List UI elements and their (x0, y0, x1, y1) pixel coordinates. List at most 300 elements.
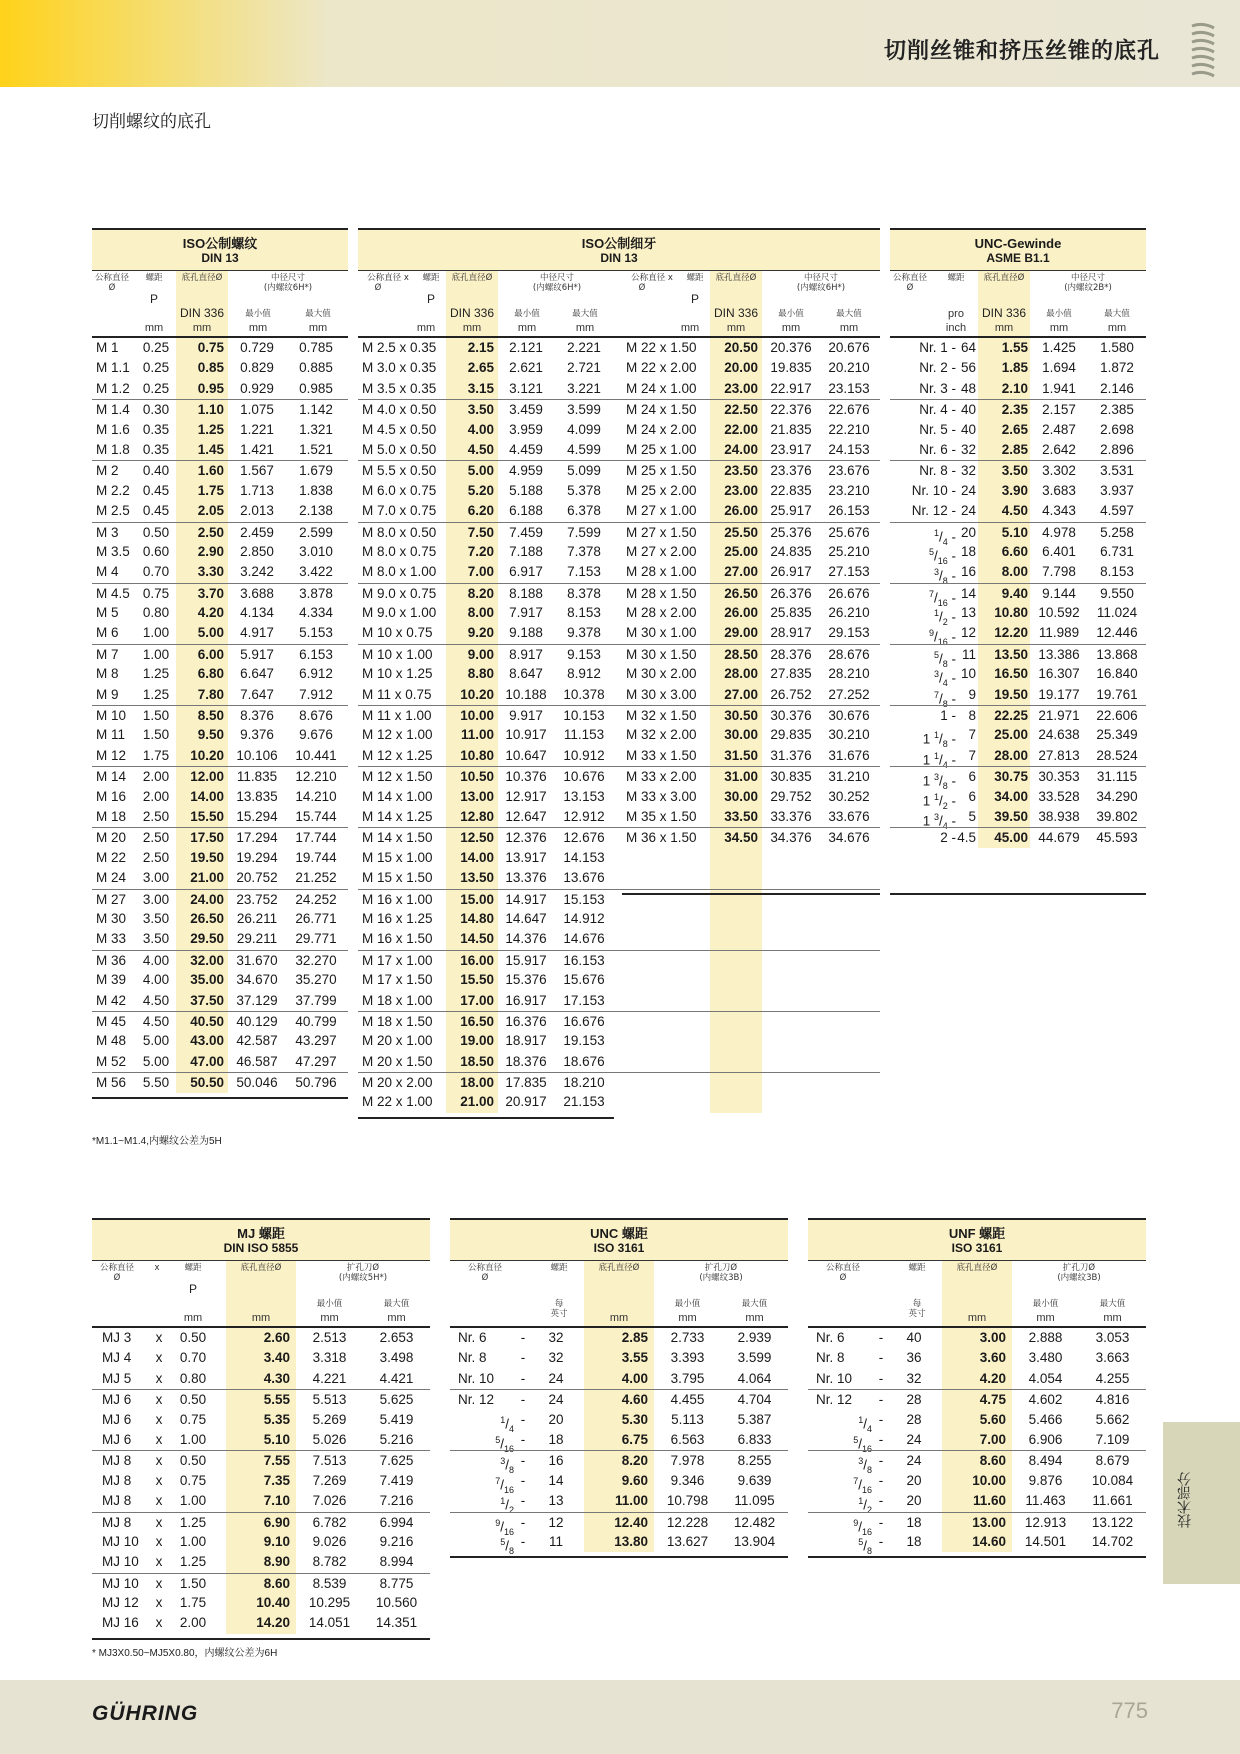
min-value: 19.177 (1038, 686, 1080, 702)
drill-value: 28.50 (724, 646, 758, 662)
thread-size: M 32 x 1.50 (626, 708, 697, 724)
table-row (358, 827, 880, 847)
drill-value: 9.60 (621, 1472, 648, 1488)
min-value: 4.917 (240, 625, 274, 641)
pitch-value: 3.00 (142, 870, 170, 886)
max-value: 1.142 (299, 402, 333, 418)
tpi-value: 48 (960, 380, 976, 396)
pitch-value: 0.50 (142, 524, 170, 540)
thread-size: Nr. 10 (458, 1370, 495, 1386)
max-value: 9.676 (299, 727, 333, 743)
max-value: 43.297 (295, 1033, 337, 1049)
thread-size: $^1/_4$ (500, 1414, 514, 1434)
min-value: 27.813 (1038, 747, 1080, 763)
min-value: 9.346 (670, 1472, 705, 1488)
thread-size: M 3 (96, 524, 119, 540)
drill-value: 0.95 (197, 380, 224, 396)
drill-value: 11.00 (460, 727, 494, 743)
drill-value: 4.00 (467, 421, 494, 437)
drill-value: 13.50 (460, 870, 494, 886)
table-row (92, 868, 348, 888)
thread-size: $^7/_{16}$ (853, 1475, 872, 1495)
thread-size: M 1 (96, 340, 119, 355)
table-body (808, 1328, 1146, 1557)
max-value: 27.153 (828, 564, 870, 580)
pitch-value: 0.35 (142, 441, 170, 457)
drill-value: 27.00 (724, 686, 758, 702)
drill-value: 26.50 (190, 910, 224, 926)
table-row (92, 644, 348, 664)
table-row (808, 1491, 1146, 1516)
thread-size: M 15 x 1.00 (362, 849, 433, 865)
table-row (450, 1532, 788, 1557)
table-subtitle: ASME B1.1 (986, 251, 1050, 265)
thread-size: MJ 10 (102, 1554, 139, 1570)
max-value: 9.639 (737, 1472, 772, 1488)
max-value: 21.153 (563, 1094, 605, 1110)
tpi-value: 12 (548, 1514, 564, 1530)
drill-value: 3.55 (621, 1350, 648, 1366)
table-row (450, 1328, 788, 1348)
min-value: 34.670 (236, 972, 278, 988)
max-value: 8.994 (379, 1554, 414, 1570)
unit-mm: mm (144, 322, 164, 334)
thread-size: M 25 x 2.00 (626, 482, 697, 498)
table-row (450, 1410, 788, 1434)
thread-size: M 1.1 (96, 360, 130, 376)
thread-size: M 12 (96, 747, 127, 763)
min-value: 20.917 (505, 1094, 547, 1110)
column-label: (内螺纹3B) (1057, 1273, 1101, 1283)
drill-value: 5.00 (467, 463, 494, 479)
table-row (358, 379, 880, 399)
column-label: mm (251, 1312, 271, 1324)
drill-value: 1.45 (197, 441, 224, 457)
table-row (92, 889, 348, 909)
drill-value: 7.10 (263, 1493, 290, 1509)
drill-value: 6.60 (1001, 543, 1028, 559)
column-header (358, 270, 880, 338)
thread-size: M 8.0 x 0.50 (362, 524, 437, 540)
tpi-value: 16 (960, 564, 976, 580)
thread-size: MJ 12 (102, 1595, 139, 1611)
column-label: 底孔直径Ø (598, 1263, 640, 1273)
pitch-value: 2.50 (142, 808, 170, 824)
dia-symbol: Ø (906, 283, 914, 293)
max-value: 4.334 (299, 605, 333, 621)
min-value: 0.929 (240, 380, 274, 396)
drill-value: 16.00 (460, 952, 494, 968)
drill-value: 7.35 (263, 1472, 290, 1488)
pitch-value: 1.00 (179, 1431, 207, 1447)
drill-value: 10.20 (190, 747, 224, 763)
thread-size: M 11 (96, 727, 126, 743)
drill-value: 19.50 (190, 849, 224, 865)
drill-value: 23.50 (724, 463, 758, 479)
table-row (890, 522, 1146, 547)
thread-size: M 20 (96, 830, 127, 846)
thread-size: M 12 x 1.25 (362, 747, 433, 763)
thread-size: M 25 x 1.50 (626, 463, 697, 479)
table-row (358, 705, 880, 725)
max-value: 1.521 (299, 441, 333, 457)
pitch-value: 5.00 (142, 1053, 170, 1069)
drill-value: 14.80 (460, 910, 494, 926)
max-value: 3.937 (1100, 482, 1134, 498)
max-value: 26.676 (828, 585, 870, 601)
column-label: 螺距 (184, 1263, 202, 1273)
column-label: 公称直径 (99, 1263, 134, 1273)
thread-size: M 30 x 3.00 (626, 686, 697, 702)
thread-size: Nr. 6 - (919, 441, 956, 457)
max-value: 3.663 (1095, 1350, 1130, 1366)
min-value: 2.621 (509, 360, 543, 376)
drill-value: 34.50 (724, 830, 758, 846)
table-title: MJ 螺距 (237, 1226, 285, 1241)
min-value: 21.971 (1038, 708, 1080, 724)
max-value: 1.838 (299, 482, 333, 498)
pitch-value: 1.25 (142, 666, 170, 682)
table-row (92, 1389, 430, 1409)
thread-size: M 2 (96, 463, 119, 479)
thread-size: M 20 x 2.00 (362, 1075, 433, 1091)
table-row (450, 1450, 788, 1476)
column-label: mm (416, 322, 436, 334)
min-value: 16.307 (1038, 666, 1080, 682)
max-value: 14.912 (563, 910, 605, 926)
drill-value: 11.60 (972, 1493, 1006, 1509)
max-value: 4.599 (567, 441, 601, 457)
min-value: 5.269 (312, 1411, 347, 1427)
min-value: 10.106 (236, 747, 278, 763)
tpi-value: 13 (548, 1493, 564, 1509)
max-value: 7.625 (379, 1453, 414, 1469)
pitch-value: 1.00 (179, 1533, 207, 1549)
drill-value: 22.50 (724, 402, 758, 418)
column-label: 螺距 (686, 273, 704, 283)
thread-size: MJ 6 (102, 1411, 132, 1427)
thread-size: M 16 x 1.25 (362, 910, 433, 926)
min-value: 8.917 (509, 646, 543, 662)
table-header (450, 1218, 788, 1260)
max-value: 8.912 (567, 666, 601, 682)
times-sign: x (155, 1533, 163, 1549)
min-value: 4.134 (240, 605, 274, 621)
max-value: 16.153 (563, 952, 605, 968)
max-value: 2.138 (299, 503, 333, 519)
min-value: 6.563 (670, 1431, 705, 1447)
max-value: 12.676 (563, 830, 605, 846)
drill-value: 2.60 (263, 1330, 290, 1345)
drill-value: 32.00 (190, 952, 224, 968)
max-value: 2.939 (737, 1330, 772, 1345)
table-row (890, 705, 1146, 725)
thread-size: $^1/_4$ - (933, 527, 956, 547)
drill-value: 9.00 (467, 646, 494, 662)
max-value: 19.761 (1096, 686, 1138, 702)
min-value: 7.026 (312, 1493, 347, 1509)
max-value: 5.153 (299, 625, 333, 641)
thread-size: M 4.0 x 0.50 (362, 402, 437, 418)
min-value: 15.376 (505, 972, 547, 988)
min-value: 33.528 (1038, 788, 1080, 804)
pitch-value: 2.50 (142, 849, 170, 865)
table-row (890, 399, 1146, 419)
table-row (358, 970, 880, 990)
dash: - (520, 1453, 526, 1469)
drill-value: 5.60 (979, 1411, 1006, 1427)
pitch-value: 0.70 (179, 1350, 207, 1366)
max-value: 5.099 (567, 463, 601, 479)
drill-value: 10.00 (972, 1472, 1006, 1488)
max-value: 1.580 (1100, 340, 1134, 355)
drill-value: 2.05 (197, 503, 224, 519)
min-value: 4.455 (670, 1392, 705, 1408)
column-label: mm (1103, 1312, 1122, 1324)
drill-value: 31.50 (724, 747, 758, 763)
times-sign: x (154, 1263, 160, 1273)
pitch-value: 0.60 (142, 543, 170, 559)
max-value: 4.255 (1095, 1370, 1130, 1386)
times-sign: x (155, 1330, 163, 1345)
thread-size: M 30 (96, 910, 127, 926)
table-row (92, 583, 348, 603)
tpi-value: 20 (906, 1472, 922, 1488)
min-value: 30.835 (770, 769, 812, 785)
tpi-value: 36 (906, 1350, 922, 1366)
table-row (92, 848, 348, 868)
max-value: 14.351 (375, 1615, 418, 1631)
pitch-value: 3.00 (142, 891, 170, 907)
table-row (358, 664, 880, 684)
min-value: 20.376 (770, 340, 812, 355)
thread-size: M 9.0 x 1.00 (362, 605, 437, 621)
min-value: 2.157 (1042, 402, 1076, 418)
drill-value: 39.50 (994, 808, 1028, 824)
tpi-value: 24 (906, 1431, 922, 1447)
pitch-value: 3.50 (142, 910, 170, 926)
thread-size: M 22 (96, 849, 127, 865)
column-label: 底孔直径Ø (956, 1263, 998, 1273)
pitch-value: 1.50 (179, 1575, 207, 1591)
side-tab[interactable] (1163, 1422, 1240, 1584)
guhring-logo: GÜHRING (92, 1702, 199, 1725)
column-label: Ø (374, 283, 382, 293)
table-subtitle: ISO 3161 (951, 1241, 1003, 1255)
drill-value: 50.50 (190, 1075, 224, 1091)
drill-value: 15.50 (460, 972, 494, 988)
thread-size: $^7/_{16}$ - (928, 588, 956, 608)
thread-size: M 24 (96, 870, 127, 886)
col-max: 最大值 (1104, 309, 1130, 319)
drill-value: 4.75 (979, 1392, 1006, 1408)
max-value: 29.153 (828, 625, 870, 641)
max-value: 47.297 (295, 1053, 337, 1069)
max-value: 37.799 (295, 992, 337, 1008)
max-value: 31.210 (828, 769, 870, 785)
tpi-value: 32 (548, 1330, 564, 1345)
drill-value: 34.00 (994, 788, 1028, 804)
column-label: 公称直径 (467, 1263, 502, 1273)
table-row (92, 787, 348, 807)
table-row (92, 1573, 430, 1593)
pitch-value: 0.80 (179, 1370, 207, 1386)
max-value: 3.422 (299, 564, 333, 580)
table-row (358, 1031, 880, 1051)
min-value: 1.221 (240, 421, 274, 437)
times-sign: x (155, 1453, 163, 1469)
min-value: 14.501 (1024, 1533, 1067, 1549)
min-value: 25.835 (770, 605, 812, 621)
min-value: 5.917 (240, 646, 274, 662)
min-value: 1.713 (240, 482, 274, 498)
drill-value: 18.00 (460, 1075, 494, 1091)
tpi-value: 32 (906, 1370, 922, 1386)
thread-size: M 36 x 1.50 (626, 830, 697, 846)
min-value: 31.376 (770, 747, 812, 763)
thread-size: $^7/_8$ - (933, 689, 956, 709)
drill-value: 14.00 (460, 849, 494, 865)
tpi-value: 20 (906, 1493, 922, 1509)
max-value: 2.721 (567, 360, 601, 376)
column-label: 螺距 (908, 1263, 926, 1273)
tpi-value: 40 (906, 1330, 922, 1345)
drill-value: 25.00 (724, 543, 758, 559)
max-value: 7.912 (299, 686, 333, 702)
thread-size: M 33 x 1.50 (626, 747, 697, 763)
drill-value: 17.50 (190, 830, 224, 846)
thread-size: M 12 x 1.50 (362, 769, 433, 785)
min-value: 12.376 (505, 830, 547, 846)
thread-size: M 48 (96, 1033, 127, 1049)
table-end-rule (890, 893, 1146, 895)
max-value: 4.816 (1095, 1392, 1130, 1408)
min-value: 10.188 (505, 686, 547, 702)
column-label: 公称直径 x (631, 273, 673, 283)
thread-size: M 10 x 0.75 (362, 625, 433, 641)
drill-value: 8.00 (1001, 564, 1028, 580)
dash: - (878, 1330, 884, 1345)
thread-size: MJ 8 (102, 1514, 132, 1530)
table-header (890, 228, 1146, 270)
column-header (890, 270, 1146, 338)
column-label: P (188, 1282, 197, 1296)
min-value: 4.959 (509, 463, 543, 479)
drill-value: 5.10 (1001, 524, 1028, 540)
table-row (92, 685, 348, 705)
thread-size: $^3/_8$ - (933, 567, 956, 587)
thread-size: M 18 x 1.50 (362, 1013, 433, 1029)
tpi-value: 18 (906, 1514, 922, 1530)
drill-value: 6.90 (263, 1514, 290, 1530)
min-value: 10.798 (666, 1493, 709, 1509)
drill-value: 2.65 (1001, 421, 1028, 437)
min-value: 13.835 (236, 788, 278, 804)
thread-size: $^1/_2$ - (933, 608, 956, 628)
tpi-value: 32 (960, 441, 976, 457)
max-value: 8.153 (567, 605, 601, 621)
drill-value: 12.20 (994, 625, 1028, 641)
min-value: 17.294 (236, 830, 278, 846)
max-value: 0.785 (299, 340, 333, 355)
max-value: 25.676 (828, 524, 870, 540)
thread-size: Nr. 6 (458, 1330, 487, 1345)
drill-value: 1.10 (197, 402, 224, 418)
min-value: 4.221 (312, 1370, 347, 1386)
column-label: DIN 336 (449, 306, 495, 320)
max-value: 28.676 (828, 646, 870, 662)
dash: - (878, 1350, 884, 1366)
max-value: 10.084 (1091, 1472, 1134, 1488)
table-row (92, 379, 348, 399)
tpi-value: 24 (548, 1370, 564, 1386)
drill-value: 9.40 (1001, 585, 1028, 601)
drill-value: 5.20 (467, 482, 494, 498)
thread-size: M 4 (96, 564, 119, 580)
thread-size: Nr. 10 (816, 1370, 853, 1386)
thread-size: M 5.0 x 0.50 (362, 441, 437, 457)
drill-value: 43.00 (190, 1033, 224, 1049)
thread-size: M 14 x 1.00 (362, 788, 433, 804)
thread-size: M 39 (96, 972, 127, 988)
max-value: 26.210 (828, 605, 870, 621)
thread-size: M 9.0 x 0.75 (362, 585, 437, 601)
max-value: 30.676 (828, 708, 870, 724)
max-value: 22.676 (828, 402, 870, 418)
drill-value: 30.00 (724, 727, 758, 743)
pitch-value: 1.25 (179, 1514, 207, 1530)
column-header (450, 1260, 788, 1328)
max-value: 10.560 (375, 1595, 418, 1611)
thread-size: M 32 x 2.00 (626, 727, 697, 743)
max-value: 4.099 (567, 421, 601, 437)
min-value: 2.850 (240, 543, 274, 559)
table-row (92, 1512, 430, 1532)
pitch-value: 2.50 (142, 830, 170, 846)
table-row (358, 991, 880, 1011)
thread-size: M 7 (96, 646, 119, 662)
drill-value: 2.10 (1001, 380, 1028, 396)
min-value: 6.188 (509, 503, 543, 519)
thread-size: M 1.6 (96, 421, 130, 437)
min-value: 25.917 (770, 503, 812, 519)
column-label: 底孔直径Ø (240, 1263, 282, 1273)
thread-size: $^3/_8$ (500, 1456, 514, 1476)
thread-size: M 33 x 2.00 (626, 769, 697, 785)
drill-value: 5.30 (621, 1411, 648, 1427)
thread-size: MJ 16 (102, 1615, 139, 1631)
table-row (92, 1072, 348, 1092)
drill-value: 1.25 (197, 421, 224, 437)
drill-value: 21.00 (460, 1094, 494, 1110)
dash: - (878, 1514, 884, 1530)
pitch-value: 0.70 (142, 564, 170, 580)
min-value: 17.835 (505, 1075, 547, 1091)
table-row (808, 1348, 1146, 1368)
max-value: 23.210 (828, 482, 870, 498)
thread-size: M 16 x 1.00 (362, 891, 433, 907)
max-value: 8.775 (379, 1575, 414, 1591)
min-value: 1.941 (1042, 380, 1076, 396)
column-label: 最小值 (778, 309, 804, 319)
times-sign: x (155, 1595, 163, 1611)
thread-size: M 2.5 x 0.35 (362, 340, 437, 355)
max-value: 29.771 (295, 931, 337, 947)
min-value: 3.459 (509, 402, 543, 418)
max-value: 15.153 (563, 891, 605, 907)
tpi-value: 32 (960, 463, 976, 479)
min-value: 8.376 (240, 708, 274, 724)
